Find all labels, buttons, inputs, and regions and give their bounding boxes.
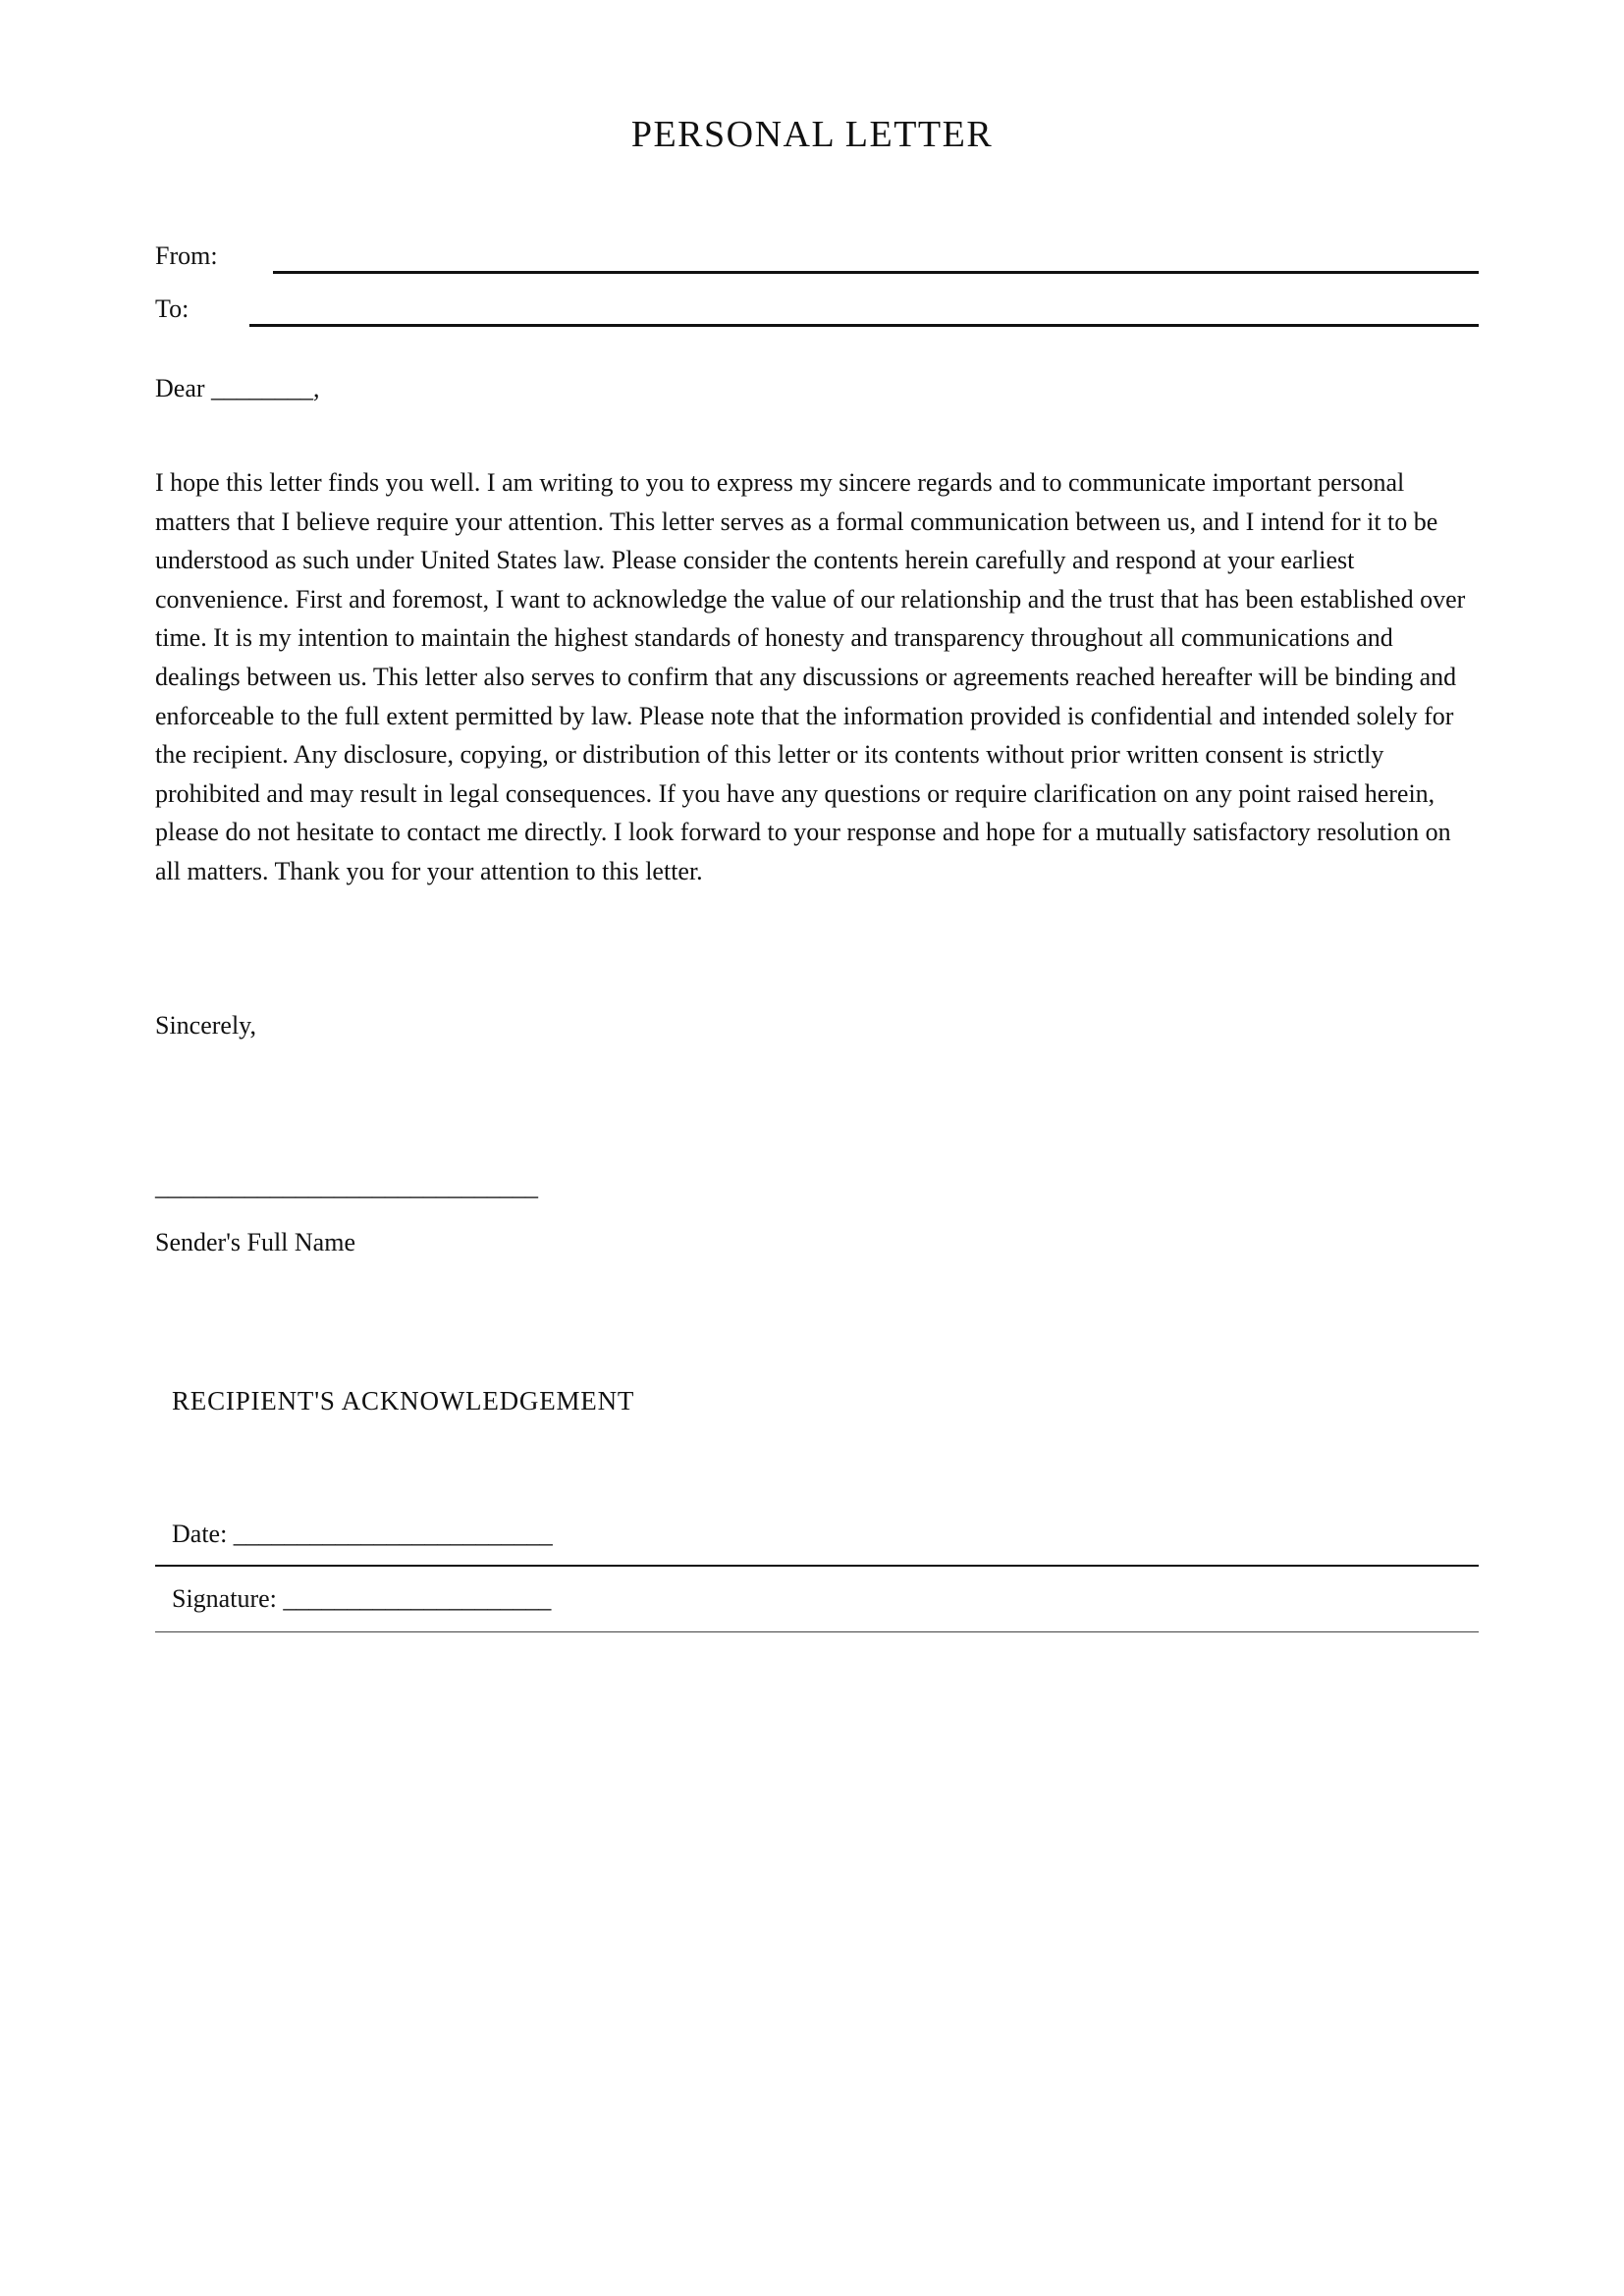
closing: Sincerely, <box>155 1011 256 1040</box>
acknowledgement-divider <box>155 1565 1479 1567</box>
page-title: PERSONAL LETTER <box>630 114 994 155</box>
salutation: Dear ________, <box>155 374 320 402</box>
acknowledgement-date-field[interactable]: Date: _________________________ <box>172 1520 553 1548</box>
from-field-line[interactable] <box>273 271 1479 274</box>
from-label: From: <box>155 241 218 270</box>
sender-full-name: Sender's Full Name <box>155 1228 355 1256</box>
to-field-line[interactable] <box>249 324 1479 327</box>
acknowledgement-bottom-rule <box>155 1631 1479 1632</box>
letter-body: I hope this letter finds you well. I am writing to you to express my sincere regards and to communicate important personal matters that I believe require your attention. This letter serves as a formal communication between us, and I intend for it to be understood as such under United States law. Please consider the contents herein carefully and respond at your earliest convenience. First and foremost, I want to acknowledge the value of our relationship and the trust that has been established over time. It is my intention to maintain the highest standards of honesty and transparency throughout all communications and dealings between us. This letter also serves to confirm that any discussions or agreements reached hereafter will be binding and enforceable to the full extent permitted by law. Please note that the information provided is confidential and intended solely for the recipient. Any disclosure, copying, or distribution of this letter or its contents without prior written consent is strictly prohibited and may result in legal consequences. If you have any questions or require clarification on any point raised herein, please do not hesitate to contact me directly. I look forward to your response and hope for a mutually satisfactory resolution on all matters. Thank you for your attention to this letter. <box>155 468 1466 885</box>
acknowledgement-signature-field[interactable]: Signature: _____________________ <box>172 1584 552 1613</box>
to-label: To: <box>155 294 189 323</box>
acknowledgement-title: RECIPIENT'S ACKNOWLEDGEMENT <box>172 1386 635 1415</box>
sender-signature-line: ______________________________ <box>155 1172 538 1201</box>
